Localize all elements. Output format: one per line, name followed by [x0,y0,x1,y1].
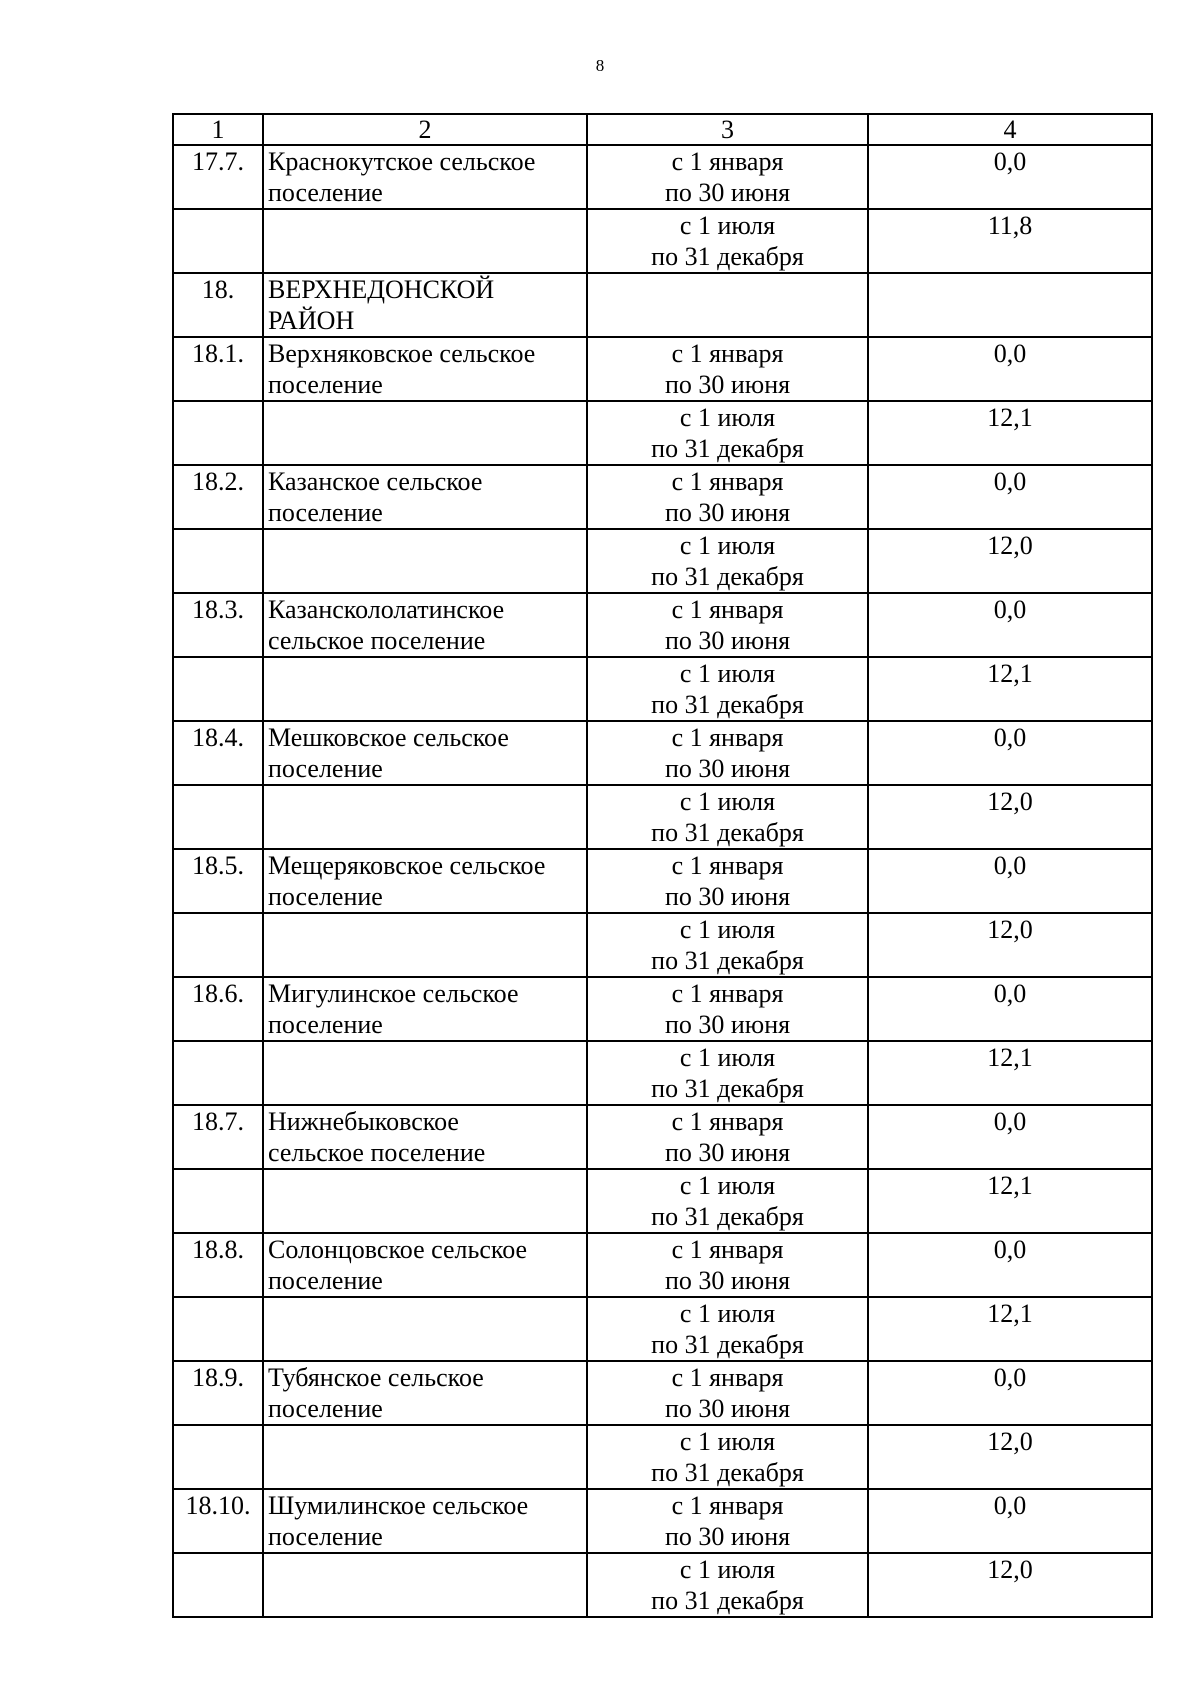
period-line: по 30 июня [664,178,791,207]
period-line: по 30 июня [664,1010,791,1039]
header-row [173,114,1152,145]
table-row [173,1233,1152,1297]
period-line: по 30 июня [664,1522,791,1551]
period-line: по 31 декабря [651,1074,804,1103]
period-cell [587,1489,868,1553]
settlement-name-line: поселение [268,754,383,783]
settlement-name-cell [263,1105,587,1169]
period-line: с 1 июля [679,211,776,240]
table-row [173,273,1152,337]
settlement-name-cell [263,1297,587,1361]
period-cell [587,977,868,1041]
settlement-name-cell [263,849,587,913]
period-line: с 1 января [671,1491,784,1520]
period-line: с 1 января [671,723,784,752]
period-cell [587,1297,868,1361]
period-line: по 30 июня [664,754,791,783]
settlement-name-line: поселение [268,178,383,207]
table-row [173,145,1152,209]
period-line: с 1 июля [679,915,776,944]
period-line: с 1 января [671,979,784,1008]
period-line: с 1 января [671,467,784,496]
table-row [173,1361,1152,1425]
settlement-name-cell [263,1169,587,1233]
settlement-name-line: поселение [268,1266,383,1295]
table-row [173,1105,1152,1169]
settlement-name-cell [263,1233,587,1297]
table-row [173,1489,1152,1553]
settlement-name-line: ВЕРХНЕДОНСКОЙ [268,275,495,304]
rate-value-cell: 12,0 [868,785,1152,849]
rate-value-cell: 12,1 [868,1169,1152,1233]
period-line: с 1 июля [679,531,776,560]
settlement-name-cell [263,145,587,209]
rate-value-cell [868,273,1152,337]
row-number-cell: 18.9. [173,1361,263,1425]
period-line: по 30 июня [664,370,791,399]
period-line: по 31 декабря [651,690,804,719]
table-body [173,114,1152,1617]
settlement-name-cell [263,913,587,977]
period-cell [587,465,868,529]
period-line: по 30 июня [664,1266,791,1295]
period-line: с 1 января [671,1107,784,1136]
table-row [173,913,1152,977]
period-line: по 31 декабря [651,434,804,463]
period-line: по 31 декабря [651,1330,804,1359]
table-row [173,1169,1152,1233]
rate-value-cell: 12,0 [868,1553,1152,1617]
period-cell [587,273,868,337]
period-cell [587,1041,868,1105]
page-number: 8 [595,56,605,75]
period-line: по 30 июня [664,498,791,527]
period-cell [587,785,868,849]
table-row [173,785,1152,849]
column-header: 1 [173,114,263,145]
table-row [173,529,1152,593]
period-cell [587,721,868,785]
row-number-cell [173,913,263,977]
rate-value-cell: 0,0 [868,849,1152,913]
rate-value-cell: 0,0 [868,337,1152,401]
settlement-name-line: Казанскололатинское [268,595,505,624]
row-number-cell [173,209,263,273]
settlement-name-cell [263,273,587,337]
period-line: по 30 июня [664,626,791,655]
row-number-cell: 18.5. [173,849,263,913]
settlement-name-line: Краснокутское сельское [268,147,536,176]
rate-value-cell: 12,0 [868,913,1152,977]
period-line: с 1 января [671,1235,784,1264]
period-line: с 1 июля [679,787,776,816]
period-line: по 31 декабря [651,1202,804,1231]
period-cell [587,529,868,593]
settlement-name-cell [263,465,587,529]
settlement-name-line: сельское поселение [268,1138,486,1167]
settlement-name-cell [263,1489,587,1553]
settlement-name-line: Солонцовское сельское [268,1235,528,1264]
settlement-name-line: поселение [268,370,383,399]
table-row [173,657,1152,721]
table-row [173,1041,1152,1105]
period-line: по 31 декабря [651,562,804,591]
period-cell [587,1169,868,1233]
settlement-name-line: сельское поселение [268,626,486,655]
settlement-name-cell [263,529,587,593]
column-header: 3 [587,114,868,145]
period-line: по 30 июня [664,882,791,911]
settlement-name-line: поселение [268,882,383,911]
settlement-name-cell [263,977,587,1041]
period-cell [587,849,868,913]
settlement-name-line: Нижнебыковское [268,1107,459,1136]
column-header: 4 [868,114,1152,145]
rate-value-cell: 12,0 [868,529,1152,593]
period-line: с 1 июля [679,1043,776,1072]
period-cell [587,209,868,273]
table-row [173,209,1152,273]
settlement-name-line: Шумилинское сельское [268,1491,529,1520]
rate-value-cell: 12,0 [868,1425,1152,1489]
rate-value-cell: 12,1 [868,657,1152,721]
column-header: 2 [263,114,587,145]
table-row [173,1425,1152,1489]
row-number-cell [173,1297,263,1361]
settlement-name-cell [263,1553,587,1617]
period-cell [587,1105,868,1169]
period-cell [587,913,868,977]
settlement-name-line: поселение [268,498,383,527]
settlement-name-line: РАЙОН [268,306,355,335]
period-cell [587,1553,868,1617]
rate-value-cell: 0,0 [868,465,1152,529]
period-line: с 1 июля [679,1171,776,1200]
period-cell [587,1233,868,1297]
table-row [173,849,1152,913]
period-line: с 1 января [671,851,784,880]
row-number-cell: 18.6. [173,977,263,1041]
table-row [173,593,1152,657]
period-line: с 1 июля [679,1427,776,1456]
period-cell [587,337,868,401]
period-cell [587,1425,868,1489]
rate-value-cell: 0,0 [868,1233,1152,1297]
settlement-name-cell [263,657,587,721]
row-number-cell [173,529,263,593]
table-row [173,721,1152,785]
period-line: с 1 января [671,595,784,624]
row-number-cell [173,1169,263,1233]
settlement-name-line: Мигулинское сельское [268,979,519,1008]
row-number-cell: 18.2. [173,465,263,529]
period-cell [587,1361,868,1425]
period-cell [587,593,868,657]
settlement-name-cell [263,1041,587,1105]
rate-value-cell: 0,0 [868,593,1152,657]
table-row [173,401,1152,465]
period-line: по 31 декабря [651,818,804,847]
settlement-name-line: поселение [268,1394,383,1423]
row-number-cell: 18.8. [173,1233,263,1297]
settlement-name-line: Верхняковское сельское [268,339,536,368]
rate-value-cell: 0,0 [868,145,1152,209]
rate-value-cell: 12,1 [868,1297,1152,1361]
settlement-name-cell [263,1425,587,1489]
period-line: с 1 июля [679,659,776,688]
row-number-cell [173,657,263,721]
row-number-cell: 18.4. [173,721,263,785]
settlement-name-line: Мешковское сельское [268,723,509,752]
row-number-cell: 18.7. [173,1105,263,1169]
period-line: с 1 июля [679,1299,776,1328]
row-number-cell: 18.1. [173,337,263,401]
period-line: по 30 июня [664,1138,791,1167]
settlement-name-line: поселение [268,1522,383,1551]
rate-value-cell: 0,0 [868,1105,1152,1169]
period-line: с 1 июля [679,403,776,432]
period-line: по 31 декабря [651,242,804,271]
table-row [173,1297,1152,1361]
period-line: по 30 июня [664,1394,791,1423]
row-number-cell [173,401,263,465]
settlement-name-cell [263,721,587,785]
row-number-cell [173,1553,263,1617]
settlement-name-cell [263,337,587,401]
rate-value-cell: 12,1 [868,401,1152,465]
settlement-name-cell [263,785,587,849]
settlement-name-cell [263,1361,587,1425]
row-number-cell: 18.3. [173,593,263,657]
settlement-name-cell [263,401,587,465]
rate-value-cell: 12,1 [868,1041,1152,1105]
rate-value-cell: 0,0 [868,1489,1152,1553]
table-row [173,1553,1152,1617]
settlement-name-line: Казанское сельское [268,467,483,496]
table-row [173,465,1152,529]
table-row [173,977,1152,1041]
period-line: с 1 января [671,147,784,176]
row-number-cell [173,1041,263,1105]
rate-value-cell: 0,0 [868,977,1152,1041]
settlement-name-cell [263,593,587,657]
settlement-name-line: Мещеряковское сельское [268,851,546,880]
period-line: по 31 декабря [651,1586,804,1615]
row-number-cell: 17.7. [173,145,263,209]
settlement-name-cell [263,209,587,273]
period-line: по 31 декабря [651,1458,804,1487]
table-row [173,337,1152,401]
period-cell [587,145,868,209]
row-number-cell: 18. [173,273,263,337]
row-number-cell: 18.10. [173,1489,263,1553]
period-cell [587,657,868,721]
period-line: с 1 января [671,339,784,368]
period-line: с 1 июля [679,1555,776,1584]
tariff-table [172,113,1153,1618]
period-line: по 31 декабря [651,946,804,975]
rate-value-cell: 0,0 [868,1361,1152,1425]
settlement-name-line: Тубянское сельское [268,1363,484,1392]
period-line: с 1 января [671,1363,784,1392]
period-cell [587,401,868,465]
rate-value-cell: 0,0 [868,721,1152,785]
rate-value-cell: 11,8 [868,209,1152,273]
row-number-cell [173,1425,263,1489]
settlement-name-line: поселение [268,1010,383,1039]
row-number-cell [173,785,263,849]
